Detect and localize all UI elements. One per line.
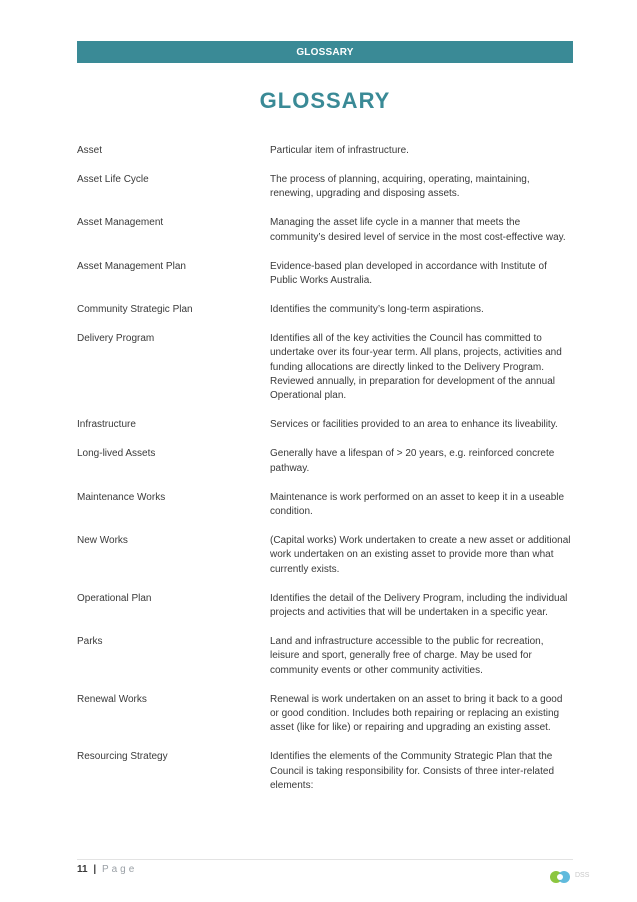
- glossary-entry: [77, 491, 573, 520]
- glossary-definition: Identifies the detail of the Delivery Program, including the individual projects and activities that will be undertaken in a specific year.: [270, 592, 568, 618]
- glossary-definition: Particular item of infrastructure.: [270, 145, 409, 156]
- glossary-definition: Managing the asset life cycle in a manner that meets the community’s desired level of service in the most cost-effective way.: [270, 217, 566, 243]
- glossary-term: Asset: [77, 145, 103, 156]
- glossary-entry: [77, 534, 573, 577]
- glossary-definition: Evidence-based plan developed in accordance with Institute of Public Works Australia.: [270, 260, 547, 286]
- glossary-list: [77, 144, 573, 808]
- glossary-term: Asset Management: [77, 217, 164, 229]
- glossary-entry: [77, 332, 573, 404]
- glossary-term: Maintenance Works: [77, 491, 166, 503]
- glossary-term: Resourcing Strategy: [77, 751, 168, 763]
- glossary-entry: [77, 144, 573, 158]
- glossary-definition: (Capital works) Work undertaken to create a new asset or additional work undertaken on an existing asset to provide more than what currently exists.: [270, 534, 571, 575]
- logo-text: DSS: [575, 872, 590, 879]
- glossary-definition: Identifies all of the key activities the Council has committed to undertake over its four-year term. All plans, projects, activities and funding allocations are directly linked to the Delivery Program. Reviewed annually, in preparation for development of the annual Operational plan.: [270, 332, 562, 402]
- glossary-entry: [77, 418, 573, 432]
- page-number-separator: |: [93, 864, 97, 875]
- section-header-title: GLOSSARY: [296, 46, 354, 58]
- glossary-entry: [77, 260, 573, 289]
- glossary-entry: [77, 635, 573, 678]
- glossary-definition: Land and infrastructure accessible to the public for recreation, leisure and sport, generally free of charge. May be used for community events or other community activities.: [270, 635, 544, 676]
- glossary-definition: Identifies the community’s long-term aspirations.: [270, 303, 484, 315]
- page-title: GLOSSARY: [259, 88, 391, 113]
- glossary-entry: [77, 750, 573, 793]
- glossary-term: Long-lived Assets: [77, 448, 156, 460]
- glossary-definition: Renewal is work undertaken on an asset to bring it back to a good or good condition. Includes both repairing or replacing an existing asset (like for like) or repairing and upgrading an existing asset.: [270, 693, 563, 734]
- glossary-entry: [77, 592, 573, 621]
- glossary-term: Community Strategic Plan: [77, 303, 193, 315]
- page-label: Page: [101, 864, 138, 875]
- glossary-entry: [77, 693, 573, 736]
- glossary-definition: Generally have a lifespan of > 20 years, e.g. reinforced concrete pathway.: [270, 448, 555, 474]
- glossary-entry: [77, 303, 573, 317]
- glossary-definition: Identifies the elements of the Community Strategic Plan that the Council is taking responsibility for. Consists of three inter-related elements:: [270, 751, 555, 792]
- glossary-term: Parks: [77, 635, 103, 647]
- glossary-entry: [77, 216, 573, 245]
- glossary-term: Asset Life Cycle: [77, 173, 149, 185]
- glossary-term: Renewal Works: [77, 693, 147, 705]
- glossary-term: Infrastructure: [77, 419, 136, 431]
- glossary-term: Asset Management Plan: [77, 260, 186, 272]
- glossary-definition: The process of planning, acquiring, operating, maintaining, renewing, upgrading and disposing assets.: [270, 173, 530, 200]
- page-number: [77, 864, 137, 875]
- glossary-term: Operational Plan: [77, 592, 152, 604]
- glossary-definition: Maintenance is work performed on an asset to keep it in a useable condition.: [270, 491, 565, 517]
- footer-divider: [77, 859, 573, 860]
- glossary-term: Delivery Program: [77, 332, 155, 344]
- section-header-bar: [77, 41, 573, 63]
- page-number-value: 11: [77, 864, 88, 875]
- glossary-definition: Services or facilities provided to an area to enhance its liveability.: [270, 419, 558, 431]
- glossary-entry: [77, 173, 573, 202]
- glossary-term: New Works: [77, 534, 128, 546]
- glossary-entry: [77, 447, 573, 476]
